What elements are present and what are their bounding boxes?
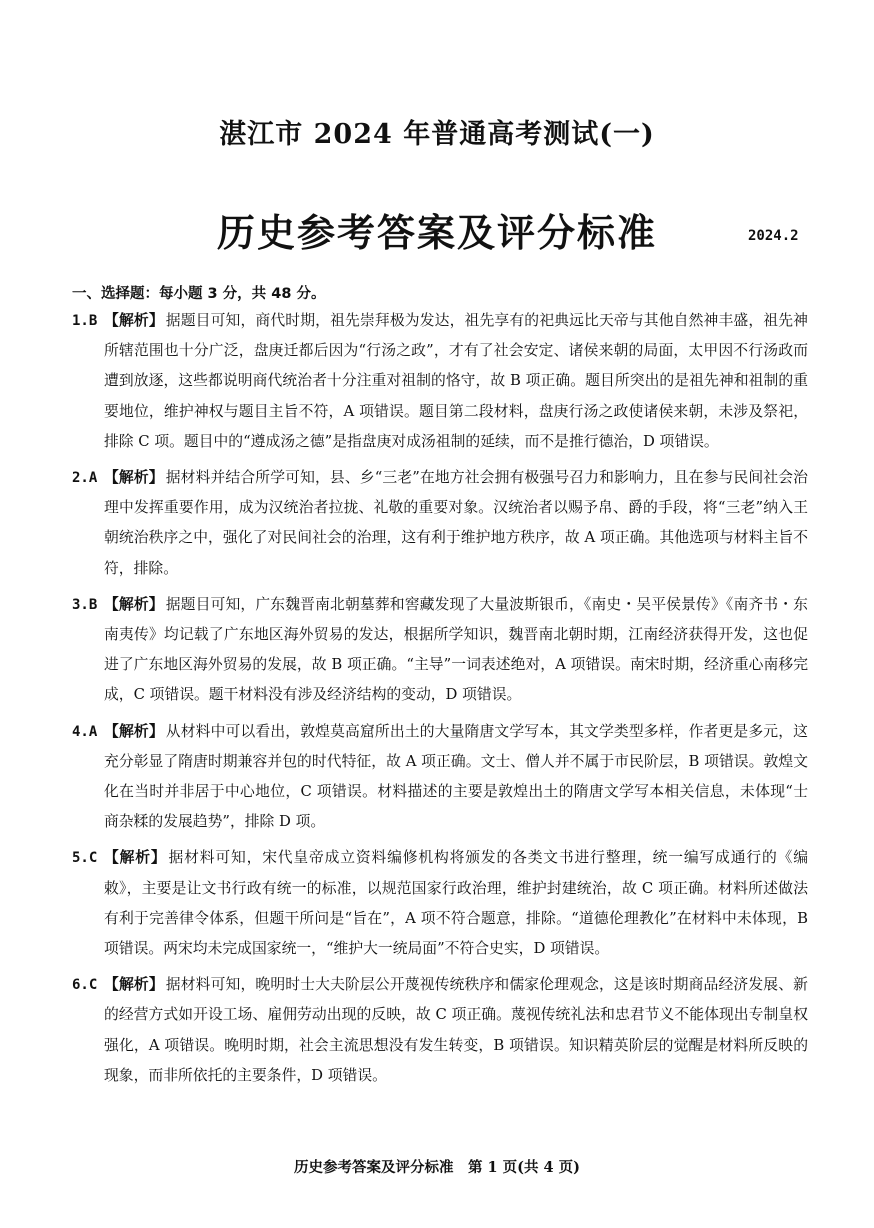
answer-item-2 [72, 463, 808, 584]
question-number: 3.B [72, 596, 98, 613]
answer-item-1 [72, 306, 808, 457]
question-number: 4.A [72, 723, 98, 740]
answer-text: 从材料中可以看出，敦煌莫高窟所出土的大量隋唐文学写本，其文学类型多样，作者更是多元，这充分彰显了隋唐时期兼容并包的时代特征，故 A 项正确。文士、僧人并不属于市民阶层，B 项错误。敦煌文化在当时并非居于中心地位，C 项错误。材料描述的主要是敦煌出土的隋唐文学写本相关信息，未体现“士商杂糅的发展趋势”，排除 D 项。 [104, 722, 808, 831]
question-number: 2.A [72, 470, 98, 487]
section-heading: 一、选择题：每小题 3 分，共 48 分。 [72, 286, 326, 302]
analysis-tag: 【解析】 [104, 849, 167, 867]
page-footer: 历史参考答案及评分标准 第 1 页(共 4 页) [293, 1159, 581, 1176]
question-number: 6.C [72, 977, 98, 994]
analysis-tag: 【解析】 [104, 469, 164, 487]
answer-item-6 [72, 970, 808, 1091]
answer-list [72, 306, 808, 1097]
answer-text: 据材料可知，晚明时士大夫阶层公开蔑视传统秩序和儒家伦理观念，这是该时期商品经济发展、新的经营方式如开设工场、雇佣劳动出现的反映，故 C 项正确。蔑视传统礼法和忠君节义不能体现出专制皇权强化，A 项错误。晚明时期，社会主流思想没有发生转变，B 项错误。知识精英阶层的觉醒是材料所反映的现象，而非所依托的主要条件，D 项错误。 [104, 976, 808, 1084]
answer-text: 据材料可知，宋代皇帝成立资料编修机构将颁发的各类文书进行整理，统一编写成通行的《编敕》，主要是让文书行政有统一的标准，以规范国家行政治理，维护封建统治，故 C 项正确。材料所述做法有利于完善律令体系，但题干所问是“旨在”，A 项不符合题意，排除。“道德伦理教化”在材料中未体现，B 项错误。两宋均未完成国家统一，“维护大一统局面”不符合史实，D 项错误。 [104, 849, 808, 958]
document-date: 2024.2 [748, 228, 799, 244]
answer-item-3 [72, 590, 808, 711]
question-number: 5.C [72, 850, 98, 867]
document-title: 历史参考答案及评分标准 [216, 211, 657, 255]
answer-text: 据材料并结合所学可知，县、乡“三老”在地方社会拥有极强号召力和影响力，且在参与民间社会治理中发挥重要作用，成为汉统治者拉拢、礼敬的重要对象。汉统治者以赐予帛、爵的手段，将“三老”纳入王朝统治秩序之中，强化了对民间社会的治理，这有利于维护地方秩序，故 A 项正确。其他选项与材料主旨不符，排除。 [104, 469, 808, 577]
analysis-tag: 【解析】 [104, 595, 164, 613]
question-number: 1.B [72, 313, 98, 329]
answer-text: 据题目可知，商代时期，祖先崇拜极为发达，祖先享有的祀典远比天帝与其他自然神丰盛，祖先神所辖范围也十分广泛，盘庚迁都后因为“行汤之政”，才有了社会安定、诸侯来朝的局面，太甲因不行汤政而遭到放逐，这些都说明商代统治者十分注重对祖制的恪守，故 B 项正确。题目所突出的是祖先神和祖制的重要地位，维护神权与题目主旨不符，A 项错误。题目第二段材料，盘庚行汤之政使诸侯来朝，未涉及祭祀，排除 C 项。题目中的“遵成汤之德”是指盘庚对成汤祖制的延续，而不是推行德治，D 项错误。 [104, 312, 808, 450]
exam-title: 湛江市 2024 年普通高考测试(一) [219, 119, 655, 150]
analysis-tag: 【解析】 [104, 976, 164, 994]
answer-text: 据题目可知，广东魏晋南北朝墓葬和窖藏发现了大量波斯银币，《南史・吴平侯景传》《南齐书・东南夷传》均记载了广东地区海外贸易的发达，根据所学知识，魏晋南北朝时期，江南经济获得开发，这也促进了广东地区海外贸易的发展，故 B 项正确。“主导”一词表述绝对，A 项错误。南宋时期，经济重心南移完成，C 项错误。题干材料没有涉及经济结构的变动，D 项错误。 [104, 595, 808, 704]
answer-item-4 [72, 717, 808, 838]
answer-item-5 [72, 843, 808, 964]
analysis-tag: 【解析】 [104, 722, 164, 740]
analysis-tag: 【解析】 [104, 312, 164, 329]
